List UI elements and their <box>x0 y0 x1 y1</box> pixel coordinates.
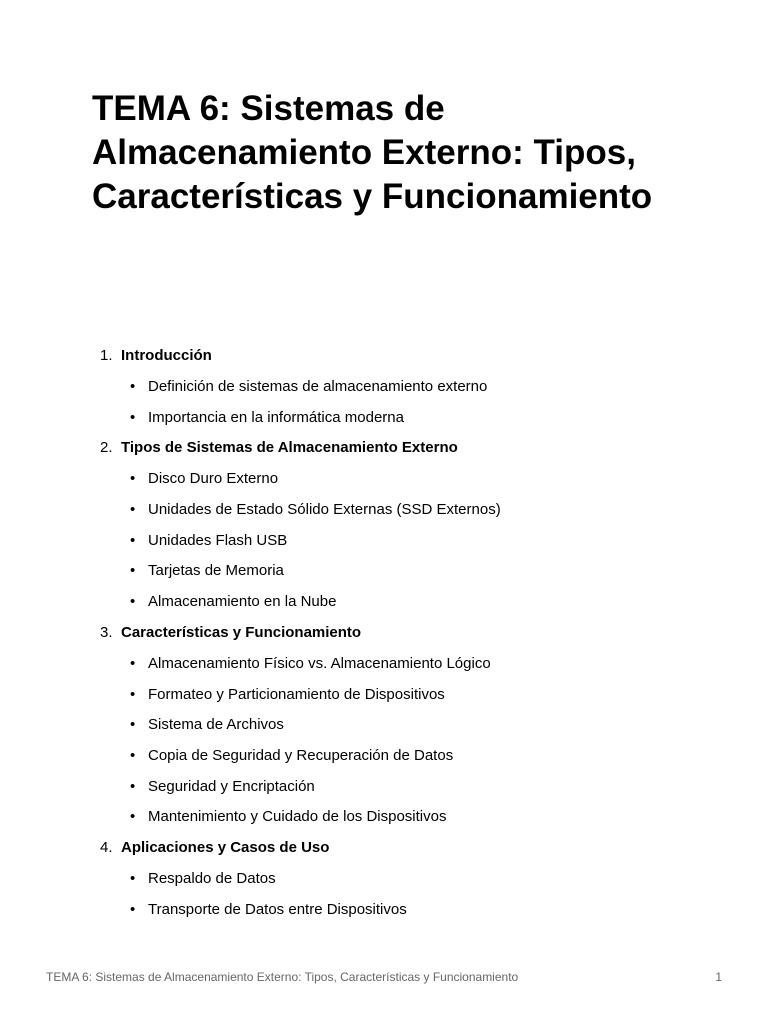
sub-list <box>100 469 720 612</box>
list-item-text: Respaldo de Datos <box>148 869 276 887</box>
list-item <box>100 777 720 797</box>
sub-list <box>100 654 720 827</box>
outline-section <box>100 838 720 920</box>
sub-list <box>100 377 720 428</box>
list-item <box>100 807 720 827</box>
section-heading <box>100 438 720 458</box>
bullet-icon: • <box>130 777 136 795</box>
list-item <box>100 869 720 889</box>
list-item <box>100 561 720 581</box>
outline-section <box>100 623 720 827</box>
page-number: 1 <box>715 970 722 984</box>
list-item-text: Formateo y Particionamiento de Dispositivos <box>148 685 445 703</box>
list-item-text: Transporte de Datos entre Dispositivos <box>148 900 407 918</box>
bullet-icon: • <box>130 746 136 764</box>
bullet-icon: • <box>130 501 136 519</box>
outline-list <box>100 346 720 930</box>
list-item-text: Almacenamiento Físico vs. Almacenamiento Lógico <box>148 654 491 672</box>
section-number: 2. <box>100 439 113 457</box>
list-item-text: Importancia en la informática moderna <box>148 408 404 426</box>
list-item-text: Unidades Flash USB <box>148 531 288 549</box>
bullet-icon: • <box>130 378 136 395</box>
section-number: 1. <box>100 347 113 364</box>
section-heading <box>100 623 720 643</box>
outline-section <box>100 438 720 612</box>
list-item-text: Definición de sistemas de almacenamiento externo <box>148 378 488 395</box>
section-number: 4. <box>100 838 113 856</box>
list-item <box>100 654 720 674</box>
bullet-icon: • <box>130 562 136 580</box>
bullet-icon: • <box>130 531 136 549</box>
bullet-icon: • <box>130 808 136 826</box>
list-item-text: Mantenimiento y Cuidado de los Dispositivos <box>148 808 447 826</box>
section-title: Aplicaciones y Casos de Uso <box>121 838 330 856</box>
list-item <box>100 469 720 489</box>
sub-list <box>100 869 720 920</box>
list-item <box>100 408 720 428</box>
section-title: Características y Funcionamiento <box>121 623 362 641</box>
list-item <box>100 685 720 705</box>
list-item-text: Tarjetas de Memoria <box>148 562 284 580</box>
section-heading <box>100 346 720 366</box>
list-item <box>100 500 720 520</box>
outline-section <box>100 346 720 428</box>
list-item-text: Sistema de Archivos <box>148 716 284 734</box>
list-item-text: Copia de Seguridad y Recuperación de Datos <box>148 746 454 764</box>
section-heading <box>100 838 720 858</box>
section-title: Introducción <box>121 347 212 364</box>
list-item-text: Disco Duro Externo <box>148 470 279 488</box>
list-item <box>100 900 720 920</box>
list-item <box>100 746 720 766</box>
bullet-icon: • <box>130 685 136 703</box>
bullet-icon: • <box>130 593 136 611</box>
bullet-icon: • <box>130 716 136 734</box>
section-number: 3. <box>100 623 113 641</box>
page-title: TEMA 6: Sistemas de Almacenamiento Externo: Tipos, Características y Funcionamiento <box>92 89 653 216</box>
page-footer-title: TEMA 6: Sistemas de Almacenamiento Externo: Tipos, Características y Funcionamiento <box>46 970 519 984</box>
bullet-icon: • <box>130 900 136 918</box>
bullet-icon: • <box>130 470 136 488</box>
section-title: Tipos de Sistemas de Almacenamiento Externo <box>121 439 458 457</box>
list-item-text: Almacenamiento en la Nube <box>148 593 337 611</box>
list-item <box>100 715 720 735</box>
list-item <box>100 592 720 612</box>
bullet-icon: • <box>130 408 136 426</box>
bullet-icon: • <box>130 869 136 887</box>
list-item <box>100 377 720 397</box>
list-item-text: Seguridad y Encriptación <box>148 777 315 795</box>
list-item <box>100 531 720 551</box>
bullet-icon: • <box>130 654 136 672</box>
list-item-text: Unidades de Estado Sólido Externas (SSD Externos) <box>148 501 501 519</box>
